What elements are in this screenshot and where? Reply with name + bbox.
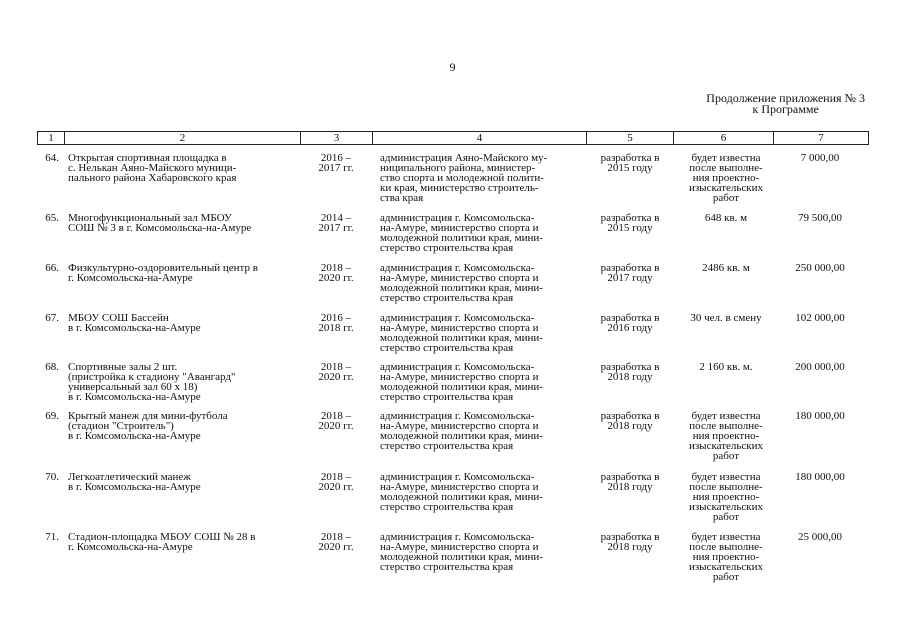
object-name-line: (пристройка к стадиону "Авангард" bbox=[68, 371, 236, 383]
continuation-note bbox=[706, 93, 865, 115]
responsible-executor-line: стерство строительства края bbox=[380, 440, 514, 452]
row-number-cell: 67. bbox=[45, 312, 59, 324]
responsible-executor-line: на-Амуре, министерство спорта и bbox=[380, 541, 539, 553]
object-name-cell bbox=[68, 532, 296, 552]
design-status-line: разработка в bbox=[600, 262, 660, 274]
implementation-years-cell bbox=[300, 472, 372, 492]
responsible-executor-line: ки края, министерство строитель- bbox=[380, 182, 539, 194]
object-name-cell bbox=[68, 213, 296, 233]
row-number-cell: 70. bbox=[45, 471, 59, 483]
design-status-cell bbox=[587, 532, 673, 552]
design-status-line: 2017 году bbox=[607, 272, 653, 284]
header-cell: 1 bbox=[38, 132, 65, 145]
implementation-years-cell bbox=[300, 153, 372, 173]
responsible-executor-line: на-Амуре, министерство спорта и bbox=[380, 222, 539, 234]
responsible-executor-line: администрация г. Комсомольска- bbox=[380, 262, 535, 274]
capacity-line: изыскательских bbox=[688, 561, 764, 573]
object-name-line: (стадион "Строитель") bbox=[68, 420, 174, 432]
responsible-executor-line: администрация Аяно-Майского му- bbox=[380, 152, 548, 164]
implementation-years-line: 2016 – bbox=[320, 312, 352, 324]
funding-amount-cell: 180 000,00 bbox=[795, 410, 845, 422]
implementation-years-cell bbox=[300, 213, 372, 233]
object-name-cell bbox=[68, 313, 296, 333]
implementation-years-line: 2020 гг. bbox=[318, 272, 354, 284]
funding-amount-cell: 250 000,00 bbox=[795, 262, 845, 274]
implementation-years-cell bbox=[300, 411, 372, 431]
capacity-cell bbox=[678, 411, 774, 461]
capacity-line: ния проектно- bbox=[692, 491, 760, 503]
responsible-executor-line: стерство строительства края bbox=[380, 292, 514, 304]
capacity-line: изыскательских bbox=[688, 501, 764, 513]
implementation-years-line: 2020 гг. bbox=[318, 481, 354, 493]
design-status-line: разработка в bbox=[600, 212, 660, 224]
design-status-line: разработка в bbox=[600, 361, 660, 373]
funding-amount-cell: 180 000,00 bbox=[795, 471, 845, 483]
responsible-executor-line: молодежной политики края, мини- bbox=[380, 491, 543, 503]
capacity-line: после выполне- bbox=[689, 541, 763, 553]
responsible-executor-line: молодежной политики края, мини- bbox=[380, 381, 543, 393]
object-name-cell bbox=[68, 411, 296, 441]
implementation-years-cell bbox=[300, 532, 372, 552]
capacity-line: ния проектно- bbox=[692, 551, 760, 563]
responsible-executor-line: администрация г. Комсомольска- bbox=[380, 361, 535, 373]
capacity-line: будет известна bbox=[691, 410, 761, 422]
capacity-line: изыскательских bbox=[688, 182, 764, 194]
responsible-executor-cell bbox=[380, 362, 580, 402]
responsible-executor-line: стерство строительства края bbox=[380, 391, 514, 403]
design-status-line: разработка в bbox=[600, 410, 660, 422]
object-name-line: МБОУ СОШ Бассейн bbox=[68, 312, 169, 324]
responsible-executor-line: на-Амуре, министерство спорта и bbox=[380, 371, 539, 383]
object-name-line: Многофункциональный зал МБОУ bbox=[68, 212, 232, 224]
header-cell: 5 bbox=[587, 132, 674, 145]
responsible-executor-line: на-Амуре, министерство спорта и bbox=[380, 420, 539, 432]
implementation-years-cell bbox=[300, 263, 372, 283]
design-status-cell bbox=[587, 263, 673, 283]
responsible-executor-line: на-Амуре, министерство спорта и bbox=[380, 481, 539, 493]
design-status-cell bbox=[587, 362, 673, 382]
capacity-line: работ bbox=[712, 192, 740, 204]
header-cell: 6 bbox=[674, 132, 774, 145]
capacity-line: после выполне- bbox=[689, 162, 763, 174]
row-number-cell: 66. bbox=[45, 262, 59, 274]
object-name-line: Крытый манеж для мини-футбола bbox=[68, 410, 228, 422]
design-status-line: 2016 году bbox=[607, 322, 653, 334]
header-cell: 7 bbox=[774, 132, 869, 145]
continuation-line: Продолжение приложения № 3 bbox=[706, 91, 865, 105]
design-status-cell bbox=[587, 213, 673, 233]
object-name-line: Легкоатлетический манеж bbox=[68, 471, 191, 483]
implementation-years-line: 2017 гг. bbox=[318, 222, 354, 234]
implementation-years-line: 2018 – bbox=[320, 531, 352, 543]
object-name-line: в г. Комсомольска-на-Амуре bbox=[68, 322, 201, 334]
design-status-line: разработка в bbox=[600, 531, 660, 543]
object-name-line: г. Комсомольска-на-Амуре bbox=[68, 272, 193, 284]
object-name-line: в г. Комсомольска-на-Амуре bbox=[68, 430, 201, 442]
implementation-years-cell bbox=[300, 313, 372, 333]
implementation-years-line: 2020 гг. bbox=[318, 541, 354, 553]
column-number-header bbox=[37, 131, 869, 145]
capacity-line: будет известна bbox=[691, 531, 761, 543]
responsible-executor-line: на-Амуре, министерство спорта и bbox=[380, 272, 539, 284]
design-status-line: 2018 году bbox=[607, 371, 653, 383]
capacity-line: после выполне- bbox=[689, 481, 763, 493]
row-number-cell: 71. bbox=[45, 531, 59, 543]
implementation-years-line: 2020 гг. bbox=[318, 420, 354, 432]
responsible-executor-line: администрация г. Комсомольска- bbox=[380, 531, 535, 543]
row-number-cell: 65. bbox=[45, 212, 59, 224]
header-cell: 4 bbox=[373, 132, 587, 145]
capacity-line: после выполне- bbox=[689, 420, 763, 432]
capacity-cell bbox=[678, 362, 774, 372]
funding-amount-cell: 102 000,00 bbox=[795, 312, 845, 324]
responsible-executor-cell bbox=[380, 313, 580, 353]
design-status-cell bbox=[587, 411, 673, 431]
implementation-years-line: 2016 – bbox=[320, 152, 352, 164]
design-status-line: разработка в bbox=[600, 471, 660, 483]
responsible-executor-cell bbox=[380, 411, 580, 451]
design-status-line: разработка в bbox=[600, 312, 660, 324]
object-name-cell bbox=[68, 153, 296, 183]
implementation-years-line: 2018 – bbox=[320, 471, 352, 483]
page-number: 9 bbox=[449, 60, 456, 74]
object-name-line: г. Комсомольска-на-Амуре bbox=[68, 541, 193, 553]
design-status-cell bbox=[587, 313, 673, 333]
implementation-years-line: 2018 гг. bbox=[318, 322, 354, 334]
implementation-years-line: 2017 гг. bbox=[318, 162, 354, 174]
row-number-cell: 68. bbox=[45, 361, 59, 373]
capacity-cell bbox=[678, 263, 774, 273]
object-name-cell bbox=[68, 362, 296, 402]
capacity-line: изыскательских bbox=[688, 440, 764, 452]
implementation-years-line: 2020 гг. bbox=[318, 371, 354, 383]
capacity-line: 2 160 кв. м. bbox=[699, 361, 753, 373]
design-status-line: 2018 году bbox=[607, 420, 653, 432]
object-name-line: Спортивные залы 2 шт. bbox=[68, 361, 178, 373]
responsible-executor-line: стерство строительства края bbox=[380, 342, 514, 354]
row-number-cell: 69. bbox=[45, 410, 59, 422]
design-status-line: 2018 году bbox=[607, 541, 653, 553]
responsible-executor-line: молодежной политики края, мини- bbox=[380, 332, 543, 344]
responsible-executor-line: администрация г. Комсомольска- bbox=[380, 212, 535, 224]
responsible-executor-cell bbox=[380, 263, 580, 303]
responsible-executor-line: молодежной политики края, мини- bbox=[380, 551, 543, 563]
funding-amount-cell: 25 000,00 bbox=[798, 531, 842, 543]
capacity-line: работ bbox=[712, 511, 740, 523]
design-status-line: 2018 году bbox=[607, 481, 653, 493]
object-name-cell bbox=[68, 263, 296, 283]
implementation-years-line: 2018 – bbox=[320, 262, 352, 274]
object-name-line: с. Нелькан Аяно-Майского муници- bbox=[68, 162, 237, 174]
responsible-executor-line: молодежной политики края, мини- bbox=[380, 282, 543, 294]
continuation-line: к Программе bbox=[752, 102, 819, 116]
object-name-line: Физкультурно-оздоровительный центр в bbox=[68, 262, 258, 274]
capacity-line: 30 чел. в смену bbox=[690, 312, 762, 324]
capacity-cell bbox=[678, 532, 774, 582]
capacity-cell bbox=[678, 153, 774, 203]
capacity-cell bbox=[678, 472, 774, 522]
header-cell: 2 bbox=[65, 132, 301, 145]
header-cell: 3 bbox=[301, 132, 373, 145]
responsible-executor-cell bbox=[380, 532, 580, 572]
responsible-executor-line: администрация г. Комсомольска- bbox=[380, 471, 535, 483]
funding-amount-cell: 79 500,00 bbox=[798, 212, 842, 224]
object-name-line: в г. Комсомольска-на-Амуре bbox=[68, 481, 201, 493]
funding-amount-cell: 200 000,00 bbox=[795, 361, 845, 373]
responsible-executor-line: стерство строительства края bbox=[380, 242, 514, 254]
responsible-executor-line: ство спорта и молодежной полити- bbox=[380, 172, 544, 184]
design-status-line: разработка в bbox=[600, 152, 660, 164]
capacity-cell bbox=[678, 313, 774, 323]
capacity-line: работ bbox=[712, 450, 740, 462]
design-status-cell bbox=[587, 153, 673, 173]
responsible-executor-line: администрация г. Комсомольска- bbox=[380, 410, 535, 422]
object-name-cell bbox=[68, 472, 296, 492]
design-status-line: 2015 году bbox=[607, 162, 653, 174]
capacity-line: 2486 кв. м bbox=[702, 262, 750, 274]
responsible-executor-line: молодежной политики края, мини- bbox=[380, 430, 543, 442]
capacity-line: будет известна bbox=[691, 471, 761, 483]
responsible-executor-cell bbox=[380, 213, 580, 253]
responsible-executor-cell bbox=[380, 472, 580, 512]
implementation-years-line: 2018 – bbox=[320, 410, 352, 422]
responsible-executor-line: молодежной политики края, мини- bbox=[380, 232, 543, 244]
header-row bbox=[38, 132, 869, 145]
object-name-line: пального района Хабаровского края bbox=[68, 172, 237, 184]
object-name-line: СОШ № 3 в г. Комсомольска-на-Амуре bbox=[68, 222, 252, 234]
responsible-executor-line: стерство строительства края bbox=[380, 561, 514, 573]
responsible-executor-line: стерство строительства края bbox=[380, 501, 514, 513]
capacity-line: ния проектно- bbox=[692, 172, 760, 184]
responsible-executor-line: на-Амуре, министерство спорта и bbox=[380, 322, 539, 334]
implementation-years-line: 2014 – bbox=[320, 212, 352, 224]
implementation-years-cell bbox=[300, 362, 372, 382]
design-status-line: 2015 году bbox=[607, 222, 653, 234]
capacity-line: 648 кв. м bbox=[704, 212, 748, 224]
responsible-executor-line: администрация г. Комсомольска- bbox=[380, 312, 535, 324]
design-status-cell bbox=[587, 472, 673, 492]
object-name-line: Стадион-площадка МБОУ СОШ № 28 в bbox=[68, 531, 256, 543]
funding-amount-cell: 7 000,00 bbox=[800, 152, 840, 164]
capacity-line: будет известна bbox=[691, 152, 761, 164]
object-name-line: Открытая спортивная площадка в bbox=[68, 152, 227, 164]
object-name-line: в г. Комсомольска-на-Амуре bbox=[68, 391, 201, 403]
capacity-line: работ bbox=[712, 571, 740, 583]
capacity-line: ния проектно- bbox=[692, 430, 760, 442]
responsible-executor-cell bbox=[380, 153, 580, 203]
implementation-years-line: 2018 – bbox=[320, 361, 352, 373]
row-number-cell: 64. bbox=[45, 152, 59, 164]
responsible-executor-line: ства края bbox=[380, 192, 424, 204]
capacity-cell bbox=[678, 213, 774, 223]
object-name-line: универсальный зал 60 х 18) bbox=[68, 381, 198, 393]
responsible-executor-line: ниципального района, министер- bbox=[380, 162, 536, 174]
